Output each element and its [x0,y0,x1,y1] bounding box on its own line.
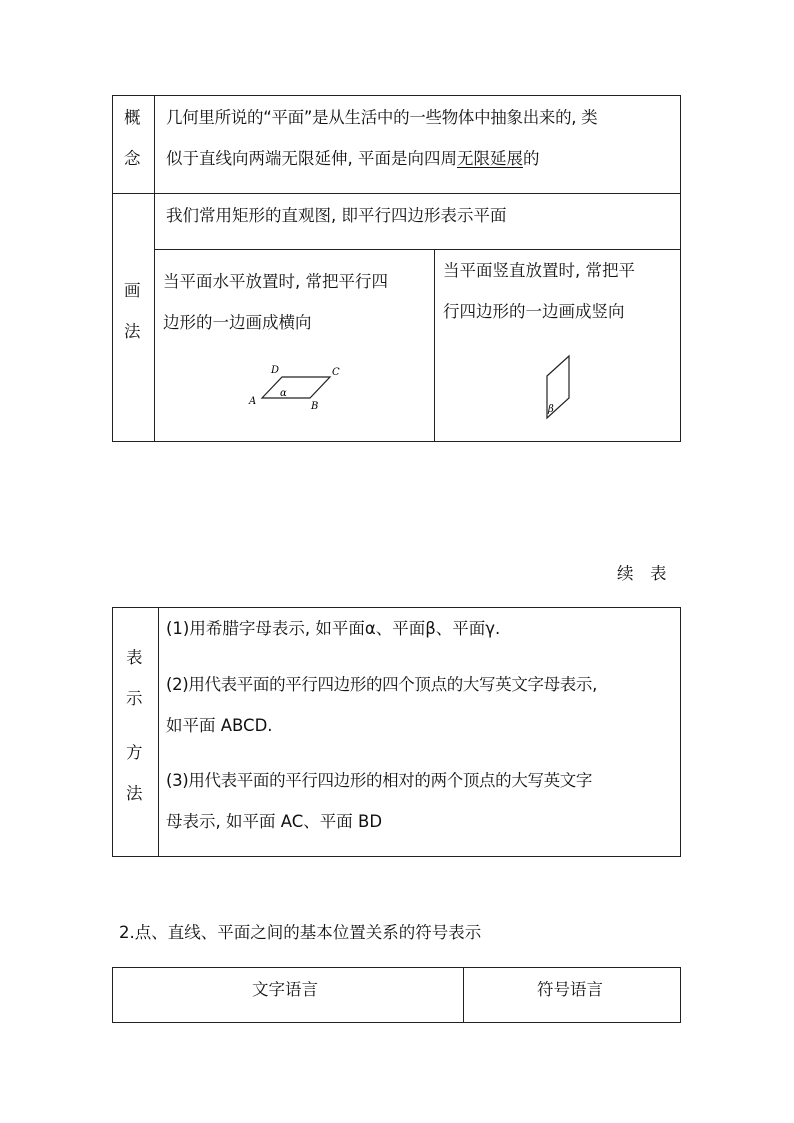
concept-text-line-1: 几何里所说的“平面”是从生活中的一些物体中抽象出来的, 类 [166,108,598,127]
concept-header-char-1: 概 [124,108,141,127]
horizontal-plane-figure [244,360,354,414]
label-beta: β [548,404,554,415]
representation-item-3-line-1: (3)用代表平面的平行四边形的相对的两个顶点的大写英文字 [166,771,593,790]
representation-header-char-3: 方 [126,743,143,762]
representation-item-2-line-1: (2)用代表平面的平行四边形的四个顶点的大写英文字母表示, [166,675,597,694]
representation-item-2-line-2: 如平面 ABCD. [166,716,273,735]
concept-text-line-2-pre: 似于直线向两端无限延伸, 平面是向四周 [166,149,457,168]
label-b: B [311,401,319,412]
horizontal-text-line-2: 边形的一边画成横向 [163,313,312,332]
symbol-table-col-2-header: 符号语言 [537,980,603,999]
horizontal-text-line-1: 当平面水平放置时, 常把平行四 [163,272,388,291]
representation-header-char-2: 示 [126,689,143,708]
concept-text-underlined: 无限延展 [457,149,523,168]
concept-header-char-2: 念 [124,149,141,168]
label-d: D [271,365,280,376]
vertical-text-line-1: 当平面竖直放置时, 常把平 [443,261,635,280]
section-2-title: 2.点、直线、平面之间的基本位置关系的符号表示 [119,923,482,942]
concept-text-line-2-post: 的 [523,149,540,168]
label-alpha: α [280,388,287,399]
concept-text-line-2 [166,151,540,168]
continued-label: 续 表 [617,564,667,583]
drawing-header-char-2: 法 [124,322,141,341]
drawing-intro-text: 我们常用矩形的直观图, 即平行四边形表示平面 [166,206,507,225]
symbol-table-col-1-header: 文字语言 [252,980,318,999]
representation-item-1: (1)用希腊字母表示, 如平面α、平面β、平面γ. [166,619,501,638]
vertical-text-line-2: 行四边形的一边画成竖向 [443,302,625,321]
label-c: C [332,367,340,378]
representation-header-char-4: 法 [126,784,143,803]
drawing-header-char-1: 画 [124,281,141,300]
label-a: A [249,396,257,407]
representation-header-char-1: 表 [126,648,143,667]
vertical-plane-figure [538,350,578,422]
representation-item-3-line-2: 母表示, 如平面 AC、平面 BD [166,812,383,831]
